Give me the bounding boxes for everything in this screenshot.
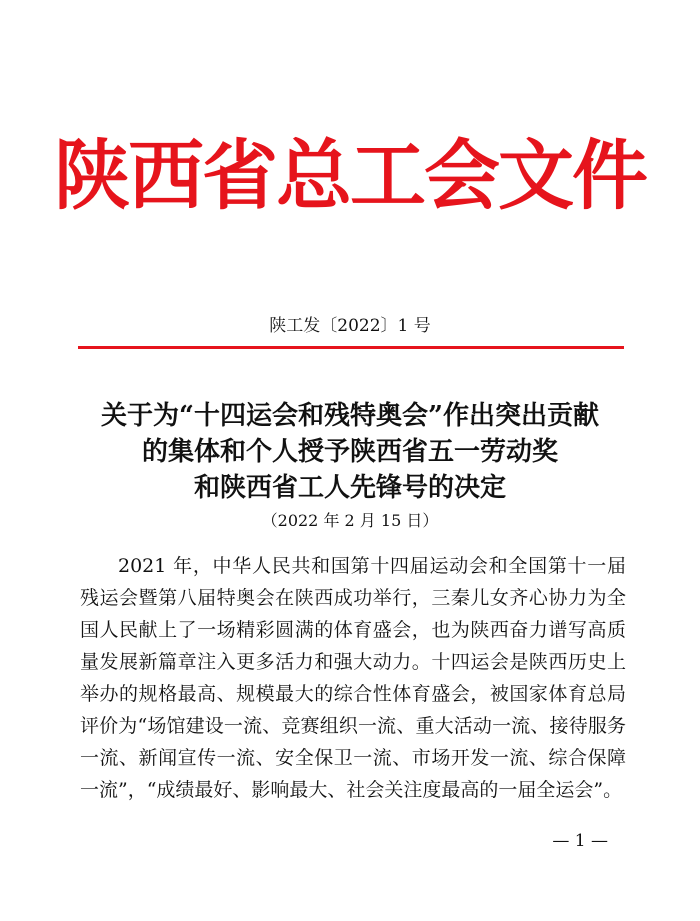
document-date: （2022 年 2 月 15 日） xyxy=(261,511,439,530)
body-paragraph: 2021 年，中华人民共和国第十四届运动会和全国第十一届残运会暨第八届特奥会在陕西成功举行，三秦儿女齐心协力为全国人民献上了一场精彩圆满的体育盛会，也为陕西奋力谱写高质量发展新篇章注入更多活力和强大动力。十四运会是陕西历史上举办的规格最高、规模最大的综合性体育盛会，被国家体育总局评价为“场馆建设一流、竞赛组织一流、重大活动一流、接待服务一流、新闻宣传一流、安全保卫一流、市场开发一流、综合保障一流”，“成绩最好、影响最大、社会关注度最高的一届全运会”。 xyxy=(80,555,626,801)
document-number: 陕工发〔2022〕1 号 xyxy=(269,316,431,336)
title-line-2: 的集体和个人授予陕西省五一劳动奖 xyxy=(141,437,558,467)
document-masthead: 陕西省总工会文件 xyxy=(54,131,646,220)
title-line-3: 和陕西省工人先锋号的决定 xyxy=(193,473,506,503)
page-number: — 1 — xyxy=(552,831,608,851)
title-line-1: 关于为“十四运会和残特奥会”作出突出贡献 xyxy=(101,401,599,431)
document-title xyxy=(60,398,640,506)
red-divider-line xyxy=(78,346,624,349)
